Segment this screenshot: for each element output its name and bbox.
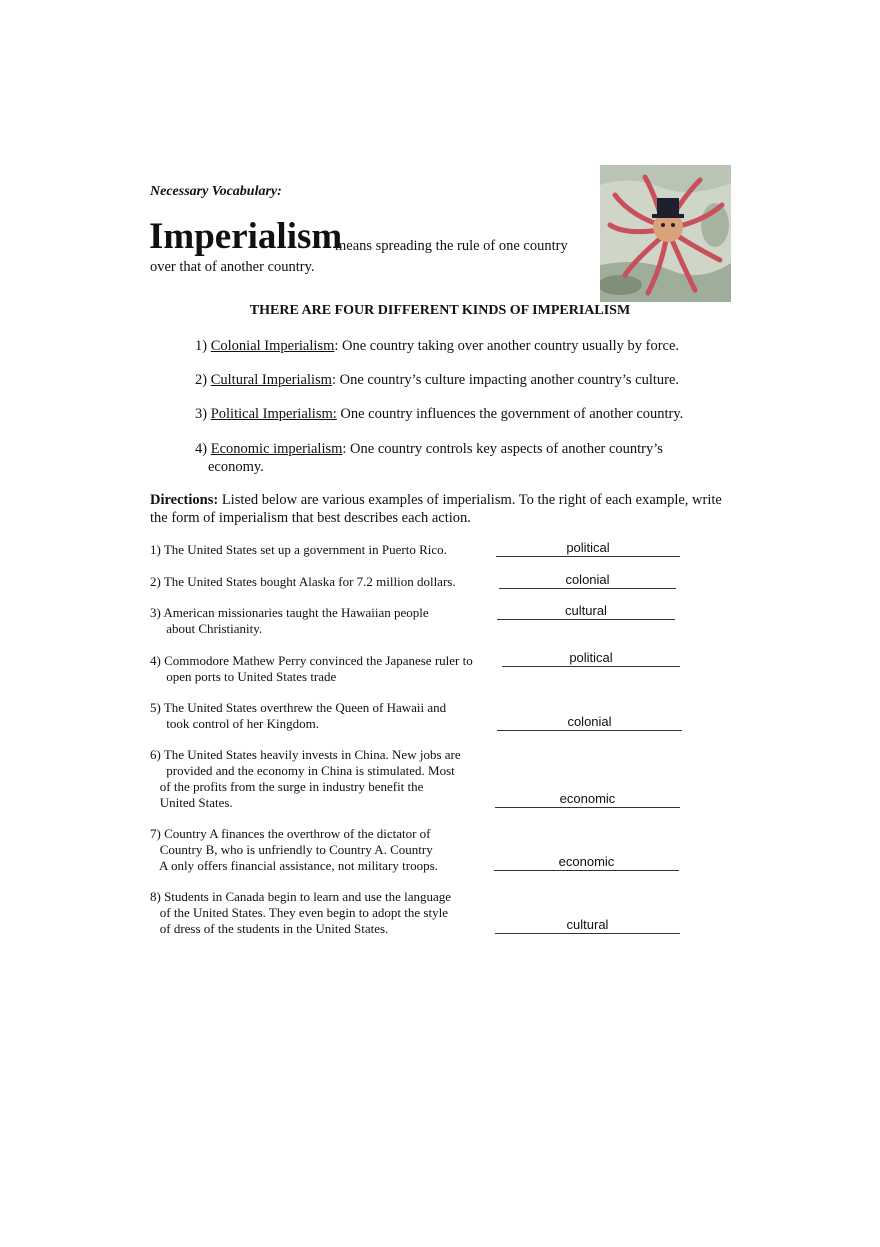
definition-line-1: means spreading the rule of one country — [335, 238, 568, 254]
answer-5-field[interactable]: colonial — [497, 714, 682, 731]
directions-text: Directions: Listed below are various examples of imperialism. To the right of each example, write the form of imperialism that best describes each action. — [150, 492, 722, 526]
question-6: 6) The United States heavily invests in China. New jobs are provided and the economy in China is stimulated. Most of the profits from the surge in industry benefit the United States. — [150, 747, 461, 810]
answer-1-field[interactable]: political — [496, 540, 680, 557]
answer-3-field[interactable]: cultural — [497, 603, 675, 620]
imperialism-term: Imperialism — [149, 216, 343, 257]
answer-2-field[interactable]: colonial — [499, 572, 676, 589]
question-8: 8) Students in Canada begin to learn and use the language of the United States. They even begin to adopt the style of dress of the students in the United States. — [150, 889, 452, 936]
definition-line-2: over that of another country. — [150, 259, 315, 275]
kind-item-colonial: 1) Colonial Imperialism: One country taking over another country usually by force. — [195, 338, 680, 354]
question-4: 4) Commodore Mathew Perry convinced the Japanese ruler to open ports to United States trade — [150, 653, 473, 684]
answer-4-field[interactable]: political — [502, 650, 680, 667]
answer-8-field[interactable]: cultural — [495, 917, 680, 934]
question-7: 7) Country A finances the overthrow of the dictator of Country B, who is unfriendly to Country A. Country A only offers financial assistance, not military troops. — [150, 826, 438, 873]
kind-item-economic: 4) Economic imperialism: One country controls key aspects of another country’s economy. — [195, 441, 663, 475]
question-5: 5) The United States overthrew the Queen of Hawaii and took control of her Kingdom. — [150, 700, 447, 731]
vocab-label: Necessary Vocabulary: — [150, 184, 282, 199]
question-3: 3) American missionaries taught the Hawaiian people about Christianity. — [150, 605, 429, 636]
kind-item-political: 3) Political Imperialism: One country influences the government of another country. — [195, 406, 684, 422]
answer-7-field[interactable]: economic — [494, 854, 679, 871]
kinds-heading: THERE ARE FOUR DIFFERENT KINDS OF IMPERIALISM — [249, 303, 631, 318]
octopus-cartoon-image — [600, 165, 731, 302]
question-2: 2) The United States bought Alaska for 7.2 million dollars. — [150, 574, 456, 589]
question-1: 1) The United States set up a government in Puerto Rico. — [150, 542, 447, 557]
answer-6-field[interactable]: economic — [495, 791, 680, 808]
kind-item-cultural: 2) Cultural Imperialism: One country’s culture impacting another country’s culture. — [195, 372, 680, 388]
